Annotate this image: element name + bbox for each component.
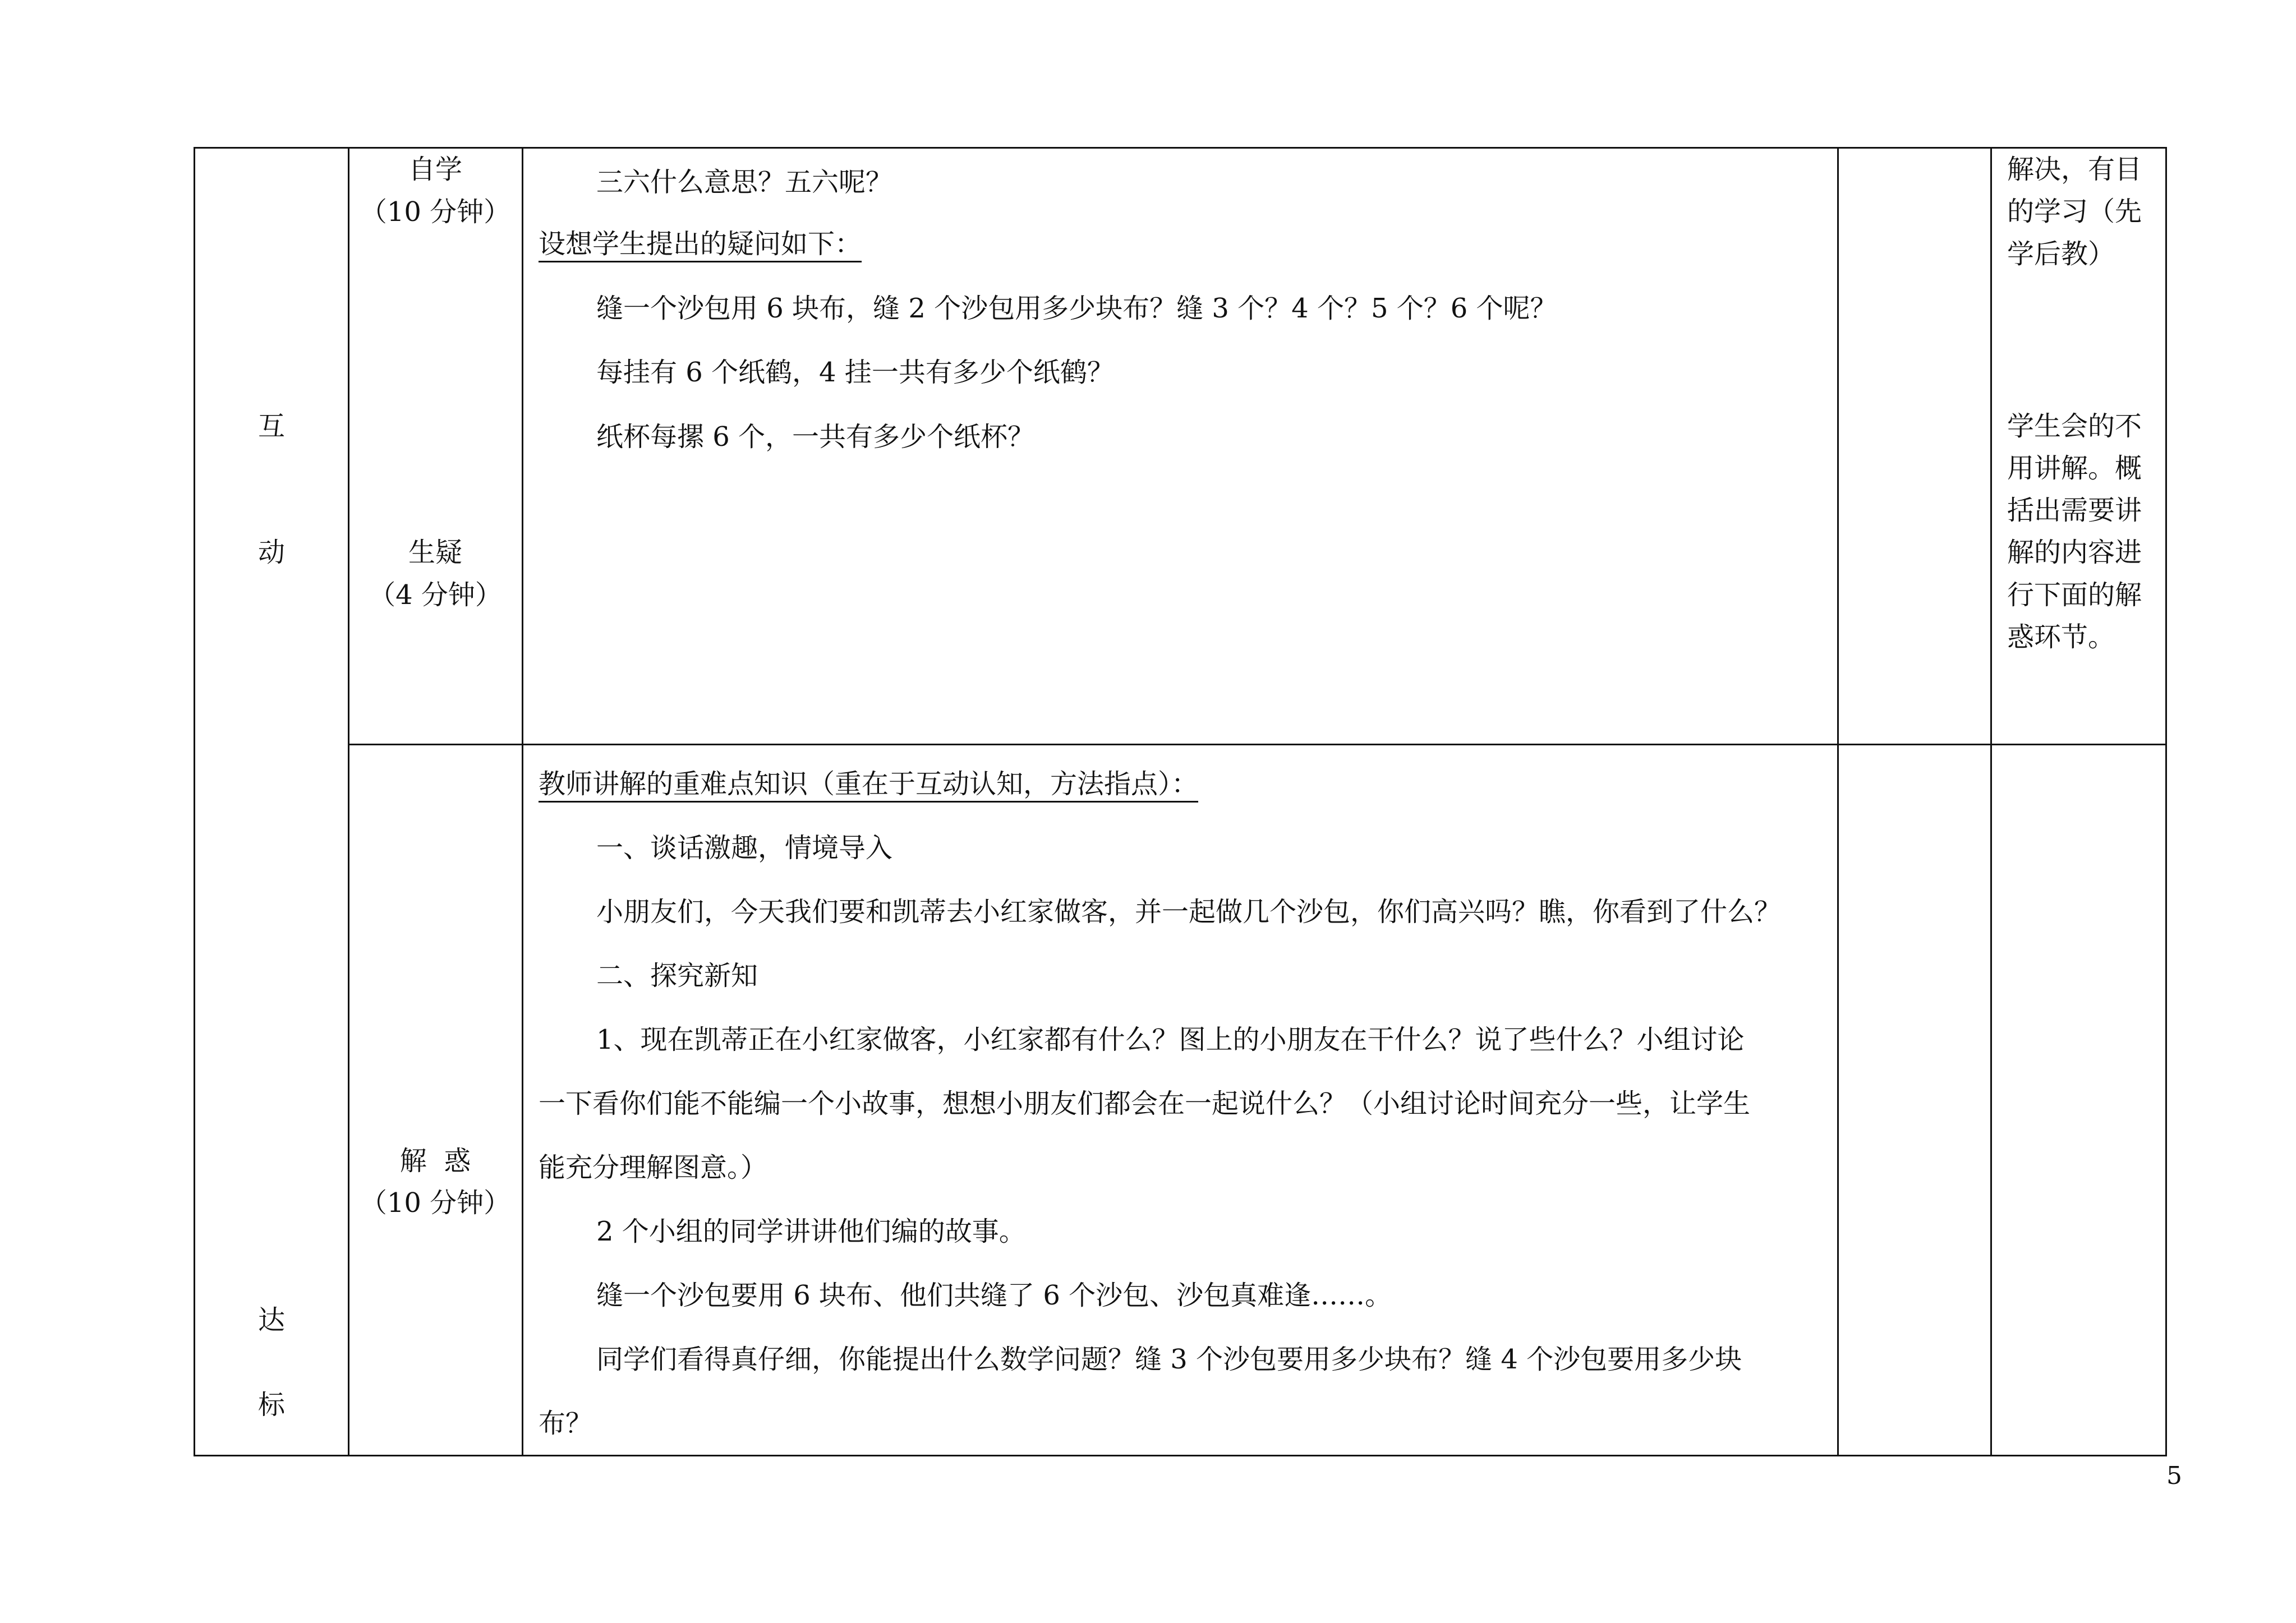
note-line: 解的内容进 [2007,537,2142,568]
note-line: 惑环节。 [2007,621,2115,653]
row2-line: 布？ [539,1408,593,1439]
phase-zixue-label: 自学 [408,154,462,185]
table-border-top [194,147,2167,149]
page-number: 5 [2166,1461,2182,1490]
row2-line: 二、探究新知 [596,960,758,992]
phase-jiehuo-time: （10 分钟） [360,1187,511,1219]
table-col-divider-4 [1990,147,1992,1456]
row2-subheading: 教师讲解的重难点知识（重在于互动认知，方法指点）： [539,768,1199,800]
stage-char-biao: 标 [258,1389,286,1421]
note-line: 括出需要讲 [2007,495,2142,526]
note-line: 用讲解。概 [2007,453,2142,484]
row1-line-5: 纸杯每摞 6 个，一共有多少个纸杯？ [596,421,1035,453]
note-line: 学后教） [2007,238,2115,270]
row2-line: 2 个小组的同学讲讲他们编的故事。 [596,1216,1026,1247]
stage-char-hu: 互 [258,411,286,442]
note-line: 行下面的解 [2007,579,2142,611]
stage-char-da: 达 [258,1304,286,1336]
table-border-left [194,147,195,1456]
note-line: 的学习（先 [2007,196,2142,227]
table-col-divider-3 [1837,147,1839,1456]
phase-zixue-time: （10 分钟） [360,196,511,228]
stage-char-dong: 动 [258,537,286,568]
row2-line: 1、现在凯蒂正在小红家做客，小红家都有什么？图上的小朋友在干什么？说了些什么？小组讨论 [596,1024,1745,1055]
phase-jiehuo-label: 解 惑 [399,1145,471,1177]
note-line: 解决，有目 [2007,154,2142,185]
row1-line-1: 三六什么意思？五六呢？ [596,167,893,198]
table-col-divider-2 [522,147,523,1456]
table-col-divider-1 [348,147,349,1456]
row2-line: 小朋友们，今天我们要和凯蒂去小红家做客，并一起做几个沙包，你们高兴吗？瞧，你看到了什么？ [596,896,1782,928]
row2-line: 一、谈话激趣，情境导入 [596,832,893,864]
phase-shengyi-label: 生疑 [408,537,462,568]
row1-line-3: 缝一个沙包用 6 块布，缝 2 个沙包用多少块布？缝 3 个？4 个？5 个？6 个呢？ [596,293,1557,324]
row2-line: 能充分理解图意。） [539,1152,768,1183]
row2-line: 同学们看得真仔细，你能提出什么数学问题？缝 3 个沙包要用多少块布？缝 4 个沙包要用多少块 [596,1344,1742,1375]
row1-line-4: 每挂有 6 个纸鹤，4 挂一共有多少个纸鹤？ [596,357,1114,388]
row2-line: 缝一个沙包要用 6 块布、他们共缝了 6 个沙包、沙包真难逢……。 [596,1280,1392,1311]
table-border-right [2165,147,2167,1456]
table-row-divider [349,744,2167,745]
note-line: 学生会的不 [2007,411,2142,442]
row2-line: 一下看你们能不能编一个小故事，想想小朋友们都会在一起说什么？（小组讨论时间充分一些，让学生 [539,1088,1751,1119]
row1-subheading: 设想学生提出的疑问如下： [539,228,862,260]
phase-shengyi-time: （4 分钟） [369,579,502,611]
table-border-bottom [194,1455,2167,1456]
